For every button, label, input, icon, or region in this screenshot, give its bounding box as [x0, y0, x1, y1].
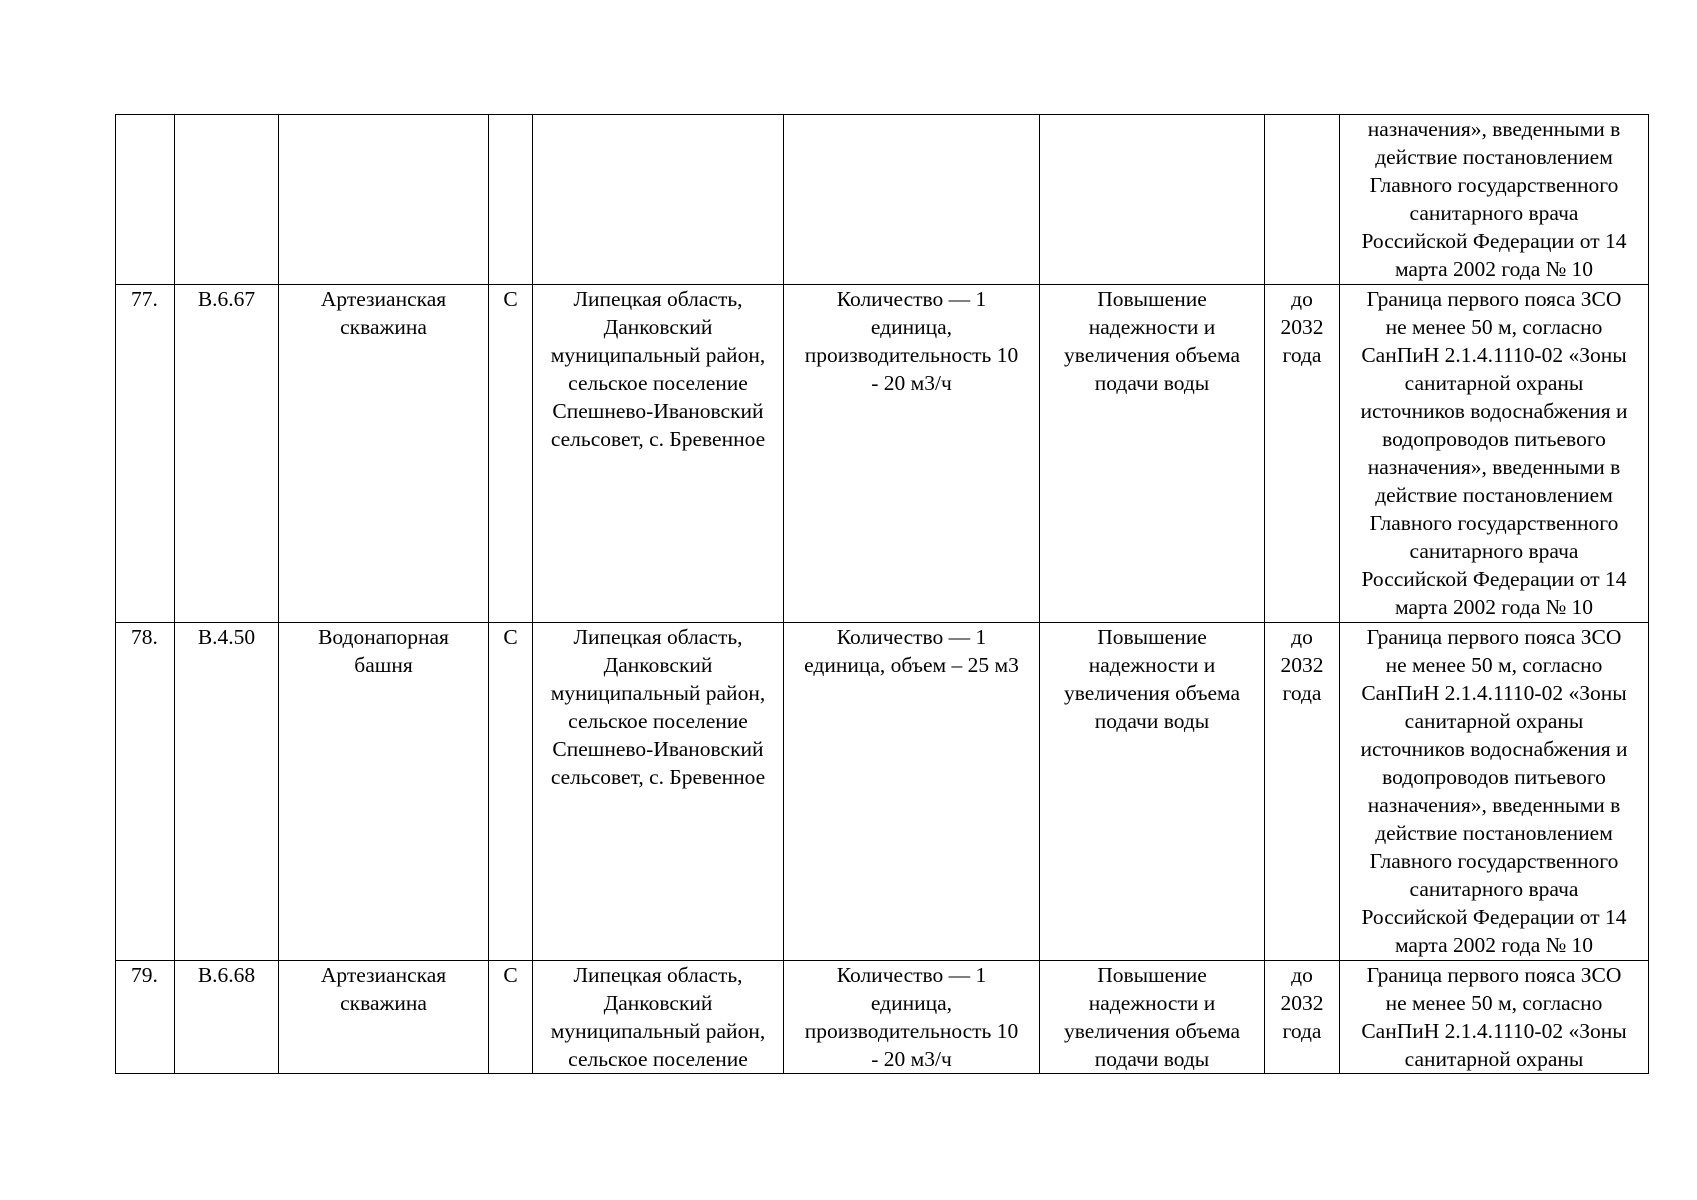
cell-text-line: Граница первого пояса ЗСО: [1366, 625, 1622, 649]
cell-code: [175, 623, 279, 961]
cell-text-line: назначения», введенными в: [1367, 455, 1621, 479]
cell-location: [533, 115, 784, 285]
cell-text-line: 2032: [1280, 315, 1324, 339]
cell-parameters: [784, 623, 1040, 961]
cell-text-line: действие постановлением: [1375, 145, 1613, 169]
cell-text-line: муниципальный район,: [550, 343, 766, 367]
cell-text-line: Главного государственного: [1369, 849, 1619, 873]
cell-text-line: года: [1282, 343, 1322, 367]
cell-text-line: скважина: [340, 991, 427, 1015]
cell-text-line: Липецкая область,: [573, 287, 743, 311]
cell-text-line: сельсовет, с. Бревенное: [550, 765, 766, 789]
cell-text-line: до: [1291, 963, 1313, 987]
cell-text-line: не менее 50 м, согласно: [1385, 991, 1603, 1015]
cell-term: [1265, 115, 1340, 285]
cell-text-line: Российской Федерации от 14: [1361, 229, 1627, 253]
cell-text-line: башня: [354, 653, 413, 677]
cell-text-line: Количество — 1: [836, 287, 987, 311]
cell-text-line: надежности и: [1088, 991, 1216, 1015]
cell-text-line: подачи воды: [1094, 1047, 1210, 1071]
cell-text-line: - 20 м3/ч: [871, 371, 952, 395]
cell-text-line: надежности и: [1088, 315, 1216, 339]
cell-term: [1265, 961, 1340, 1074]
cell-text-line: не менее 50 м, согласно: [1385, 315, 1603, 339]
cell-zone: [1340, 285, 1649, 623]
cell-text-line: скважина: [340, 315, 427, 339]
cell-text-line: увеличения объема: [1064, 681, 1240, 705]
cell-number: [116, 115, 175, 285]
cell-code: [175, 115, 279, 285]
cell-text-line: увеличения объема: [1064, 1019, 1240, 1043]
cell-location: [533, 961, 784, 1074]
cell-object: [279, 623, 489, 961]
cell-text-line: марта 2002 года № 10: [1394, 257, 1594, 281]
cell-text-line: увеличения объема: [1064, 343, 1240, 367]
table-row: [116, 623, 1649, 961]
cell-text-line: СанПиН 2.1.4.1110-02 «Зоны: [1361, 681, 1627, 705]
cell-text: С: [503, 287, 518, 311]
cell-text-line: года: [1282, 1019, 1322, 1043]
cell-purpose: [1040, 623, 1265, 961]
cell-text: С: [503, 963, 518, 987]
cell-text-line: санитарной охраны: [1404, 709, 1584, 733]
cell-status: [489, 623, 533, 961]
cell-text-line: Повышение: [1097, 625, 1207, 649]
table-body: [116, 115, 1649, 1074]
cell-text-line: - 20 м3/ч: [871, 1047, 952, 1071]
document-table: [115, 114, 1649, 1074]
cell-object: [279, 285, 489, 623]
cell-text: В.4.50: [197, 625, 256, 649]
cell-text-line: действие постановлением: [1375, 483, 1613, 507]
cell-text-line: Данковский: [603, 315, 713, 339]
cell-status: [489, 961, 533, 1074]
cell-text-line: подачи воды: [1094, 371, 1210, 395]
cell-text-line: Данковский: [603, 991, 713, 1015]
cell-text-line: Повышение: [1097, 963, 1207, 987]
cell-text-line: Российской Федерации от 14: [1361, 567, 1627, 591]
cell-text-line: Водонапорная: [318, 625, 449, 649]
cell-text: В.6.68: [197, 963, 256, 987]
cell-text-line: назначения», введенными в: [1367, 793, 1621, 817]
cell-parameters: [784, 961, 1040, 1074]
cell-status: [489, 285, 533, 623]
cell-text-line: сельское поселение: [568, 371, 748, 395]
cell-text-line: Спешнево-Ивановский: [552, 399, 764, 423]
cell-text: В.6.67: [197, 287, 256, 311]
cell-text-line: СанПиН 2.1.4.1110-02 «Зоны: [1361, 343, 1627, 367]
cell-text-line: 2032: [1280, 653, 1324, 677]
cell-text-line: действие постановлением: [1375, 821, 1613, 845]
cell-text-line: марта 2002 года № 10: [1394, 933, 1594, 957]
table-row: [116, 961, 1649, 1074]
cell-text-line: источников водоснабжения и: [1360, 737, 1628, 761]
cell-text-line: года: [1282, 681, 1322, 705]
cell-location: [533, 285, 784, 623]
cell-text-line: СанПиН 2.1.4.1110-02 «Зоны: [1361, 1019, 1627, 1043]
cell-text-line: сельское поселение: [568, 1047, 748, 1071]
cell-text-line: санитарной охраны: [1404, 1047, 1584, 1071]
cell-text-line: санитарного врача: [1409, 539, 1579, 563]
cell-text-line: водопроводов питьевого: [1382, 765, 1606, 789]
cell-text-line: Граница первого пояса ЗСО: [1366, 963, 1622, 987]
cell-text-line: Липецкая область,: [573, 625, 743, 649]
cell-text-line: марта 2002 года № 10: [1394, 595, 1594, 619]
cell-text-line: санитарного врача: [1409, 201, 1579, 225]
cell-text-line: Данковский: [603, 653, 713, 677]
cell-zone: [1340, 115, 1649, 285]
cell-text-line: сельское поселение: [568, 709, 748, 733]
cell-text-line: Спешнево-Ивановский: [552, 737, 764, 761]
cell-text: С: [503, 625, 518, 649]
cell-text-line: муниципальный район,: [550, 1019, 766, 1043]
cell-number: [116, 961, 175, 1074]
cell-text-line: надежности и: [1088, 653, 1216, 677]
table-row: [116, 115, 1649, 285]
cell-number: [116, 623, 175, 961]
cell-object: [279, 961, 489, 1074]
cell-text-line: до: [1291, 287, 1313, 311]
cell-text: 77.: [131, 287, 158, 311]
cell-text-line: муниципальный район,: [550, 681, 766, 705]
cell-object: [279, 115, 489, 285]
cell-purpose: [1040, 285, 1265, 623]
cell-purpose: [1040, 115, 1265, 285]
cell-text-line: Артезианская: [320, 287, 447, 311]
cell-parameters: [784, 115, 1040, 285]
cell-text-line: Количество — 1: [836, 625, 987, 649]
table-row: [116, 285, 1649, 623]
cell-status: [489, 115, 533, 285]
cell-text-line: сельсовет, с. Бревенное: [550, 427, 766, 451]
cell-text-line: санитарной охраны: [1404, 371, 1584, 395]
cell-text-line: Липецкая область,: [573, 963, 743, 987]
cell-purpose: [1040, 961, 1265, 1074]
cell-text-line: производительность 10: [804, 1019, 1019, 1043]
cell-text-line: не менее 50 м, согласно: [1385, 653, 1603, 677]
cell-text-line: Повышение: [1097, 287, 1207, 311]
cell-text-line: подачи воды: [1094, 709, 1210, 733]
cell-text-line: единица,: [870, 991, 953, 1015]
cell-text-line: санитарного врача: [1409, 877, 1579, 901]
cell-text-line: Главного государственного: [1369, 511, 1619, 535]
cell-code: [175, 285, 279, 623]
cell-text-line: Главного государственного: [1369, 173, 1619, 197]
cell-text-line: Количество — 1: [836, 963, 987, 987]
cell-text-line: Российской Федерации от 14: [1361, 905, 1627, 929]
cell-term: [1265, 623, 1340, 961]
cell-zone: [1340, 623, 1649, 961]
cell-code: [175, 961, 279, 1074]
cell-text-line: единица, объем – 25 м3: [804, 653, 1019, 677]
cell-text: 78.: [131, 625, 158, 649]
cell-text-line: источников водоснабжения и: [1360, 399, 1628, 423]
cell-text-line: 2032: [1280, 991, 1324, 1015]
cell-text-line: единица,: [870, 315, 953, 339]
cell-text-line: Артезианская: [320, 963, 447, 987]
cell-parameters: [784, 285, 1040, 623]
cell-number: [116, 285, 175, 623]
cell-text: 79.: [131, 963, 158, 987]
cell-text-line: назначения», введенными в: [1367, 117, 1621, 141]
cell-text-line: производительность 10: [804, 343, 1019, 367]
cell-zone: [1340, 961, 1649, 1074]
cell-term: [1265, 285, 1340, 623]
cell-location: [533, 623, 784, 961]
cell-text-line: Граница первого пояса ЗСО: [1366, 287, 1622, 311]
cell-text-line: до: [1291, 625, 1313, 649]
cell-text-line: водопроводов питьевого: [1382, 427, 1606, 451]
